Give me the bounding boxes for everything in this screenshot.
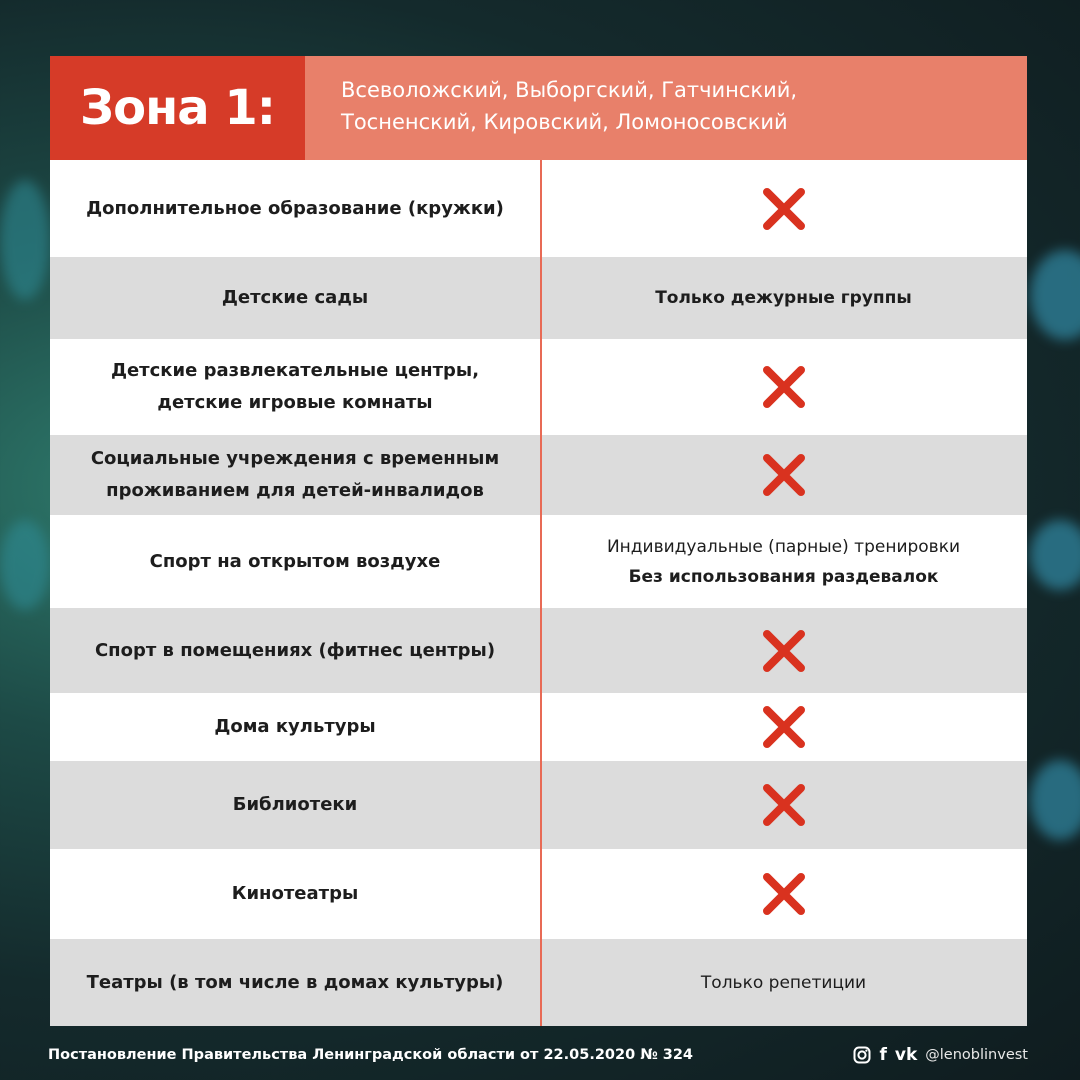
social-links (853, 1045, 1028, 1065)
cross-icon (761, 782, 807, 828)
activity-label-line: Социальные учреждения с временным (90, 448, 500, 469)
activity-label (50, 967, 540, 999)
background-virus-blob (1030, 250, 1080, 340)
vk-icon[interactable]: vk (894, 1045, 918, 1065)
status-cell (540, 704, 1027, 750)
table-row (50, 515, 1027, 608)
social-handle[interactable]: @lenoblinvest (925, 1047, 1028, 1063)
activity-label-line: Спорт на открытом воздухе (149, 550, 441, 572)
activity-label-line: Детские развлекательные центры, (110, 360, 480, 381)
footer (48, 1040, 1028, 1070)
zone-label: Зона 1: (50, 56, 305, 160)
activity-label (50, 789, 540, 821)
activity-label-line: проживанием для детей-инвалидов (106, 480, 484, 501)
activity-label-line: Библиотеки (232, 794, 358, 815)
districts-line-2: Тосненский, Кировский, Ломоносовский (341, 110, 788, 134)
activity-label (50, 355, 540, 419)
table-row (50, 257, 1027, 339)
activity-label (50, 443, 540, 507)
cross-icon (761, 871, 807, 917)
table-row (50, 160, 1027, 257)
activity-label-line: Детские сады (221, 287, 369, 308)
instagram-icon[interactable] (853, 1046, 871, 1064)
status-cell (540, 871, 1027, 917)
table-row (50, 435, 1027, 515)
activity-label (50, 193, 540, 225)
status-cell (540, 452, 1027, 498)
background-virus-blob (0, 180, 50, 300)
status-cell (540, 968, 1027, 998)
table-row (50, 608, 1027, 693)
zone-header (50, 56, 1027, 160)
activity-label-line: детские игровые комнаты (157, 392, 433, 413)
status-text-bold: Без использования раздевалок (628, 566, 939, 587)
status-cell (540, 283, 1027, 313)
restrictions-card (50, 56, 1027, 1026)
table-row (50, 693, 1027, 761)
background-virus-blob (1030, 520, 1080, 590)
table-row (50, 939, 1027, 1026)
activity-label-line: Спорт в помещениях (фитнес центры) (94, 639, 496, 661)
restrictions-table (50, 160, 1027, 1026)
table-row (50, 339, 1027, 435)
activity-label (50, 282, 540, 314)
status-text: Только репетиции (700, 972, 867, 993)
cross-icon (761, 186, 807, 232)
table-row (50, 849, 1027, 939)
background-virus-blob (1030, 760, 1080, 840)
activity-label (50, 546, 540, 578)
activity-label-line: Дополнительное образование (кружки) (86, 197, 504, 219)
status-cell (540, 782, 1027, 828)
table-row (50, 761, 1027, 849)
activity-label (50, 878, 540, 910)
status-cell (540, 364, 1027, 410)
source-note: Постановление Правительства Ленинградской области от 22.05.2020 № 324 (48, 1047, 694, 1063)
cross-icon (761, 704, 807, 750)
activity-label-line: Театры (в том числе в домах культуры) (86, 971, 504, 993)
column-divider (540, 160, 542, 1026)
activity-label (50, 711, 540, 743)
status-cell (540, 628, 1027, 674)
status-text: Индивидуальные (парные) тренировки (606, 536, 961, 557)
status-cell (540, 532, 1027, 592)
districts-line-1: Всеволожский, Выборгский, Гатчинский, (341, 78, 798, 102)
facebook-icon[interactable]: f (879, 1045, 887, 1065)
activity-label-line: Дома культуры (214, 716, 376, 737)
cross-icon (761, 364, 807, 410)
activity-label (50, 635, 540, 667)
status-text: Только дежурные группы (655, 288, 912, 308)
activity-label-line: Кинотеатры (231, 883, 359, 904)
zone-districts (305, 56, 1027, 160)
background-virus-blob (0, 520, 50, 610)
status-cell (540, 186, 1027, 232)
cross-icon (761, 452, 807, 498)
cross-icon (761, 628, 807, 674)
